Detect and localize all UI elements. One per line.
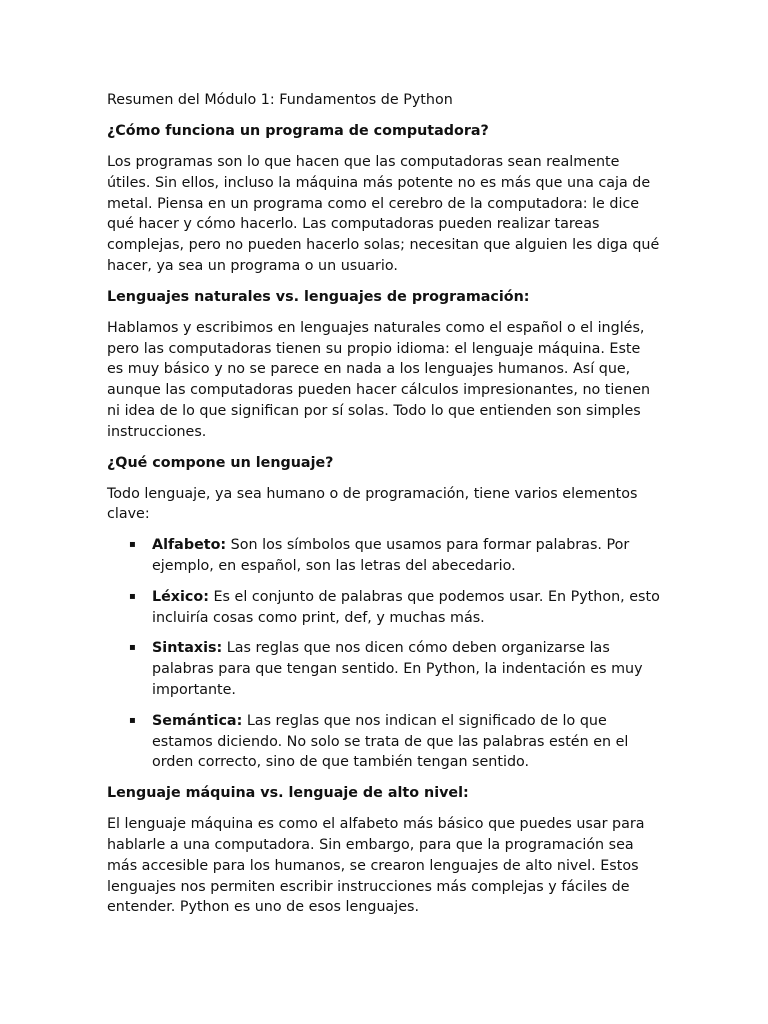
square-bullet-icon: ▪ <box>129 539 136 551</box>
section-paragraph: El lenguaje máquina es como el alfabeto más básico que puedes usar para hablarle a una computadora. Sin embargo, para que la programación sea más accesible para los humanos, se crearon lenguajes de alto nivel. Estos lenguajes nos permiten escribir instrucciones más complejas y fáciles de entender. Python es uno de esos lenguajes. <box>107 816 645 916</box>
list-item-semantica <box>129 711 660 773</box>
square-bullet-icon: ▪ <box>129 714 136 726</box>
section-how-programs-work <box>107 121 660 277</box>
list-item-term: Semántica: <box>152 712 243 729</box>
list-item-text: Es el conjunto de palabras que podemos usar. En Python, esto incluiría cosas como print, def, y muchas más. <box>152 588 660 626</box>
square-bullet-icon: ▪ <box>129 590 136 602</box>
section-paragraph: Todo lenguaje, ya sea humano o de programación, tiene varios elementos clave: <box>107 485 638 523</box>
list-item-text: Son los símbolos que usamos para formar palabras. Por ejemplo, en español, son las letras del abecedario. <box>152 537 630 574</box>
section-heading: Lenguajes naturales vs. lenguajes de programación: <box>107 288 530 305</box>
section-natural-vs-programming <box>107 287 660 443</box>
section-heading: Lenguaje máquina vs. lenguaje de alto nivel: <box>107 785 469 802</box>
list-item-lexico <box>129 587 660 629</box>
section-paragraph: Los programas son lo que hacen que las computadoras sean realmente útiles. Sin ellos, incluso la máquina más potente no es más que una caja de metal. Piensa en un programa como el cerebro de la computadora: le dice qué hacer y cómo hacerlo. Las computadoras pueden realizar tareas complejas, pero no pueden hacerlo solas; necesitan que alguien les diga qué hacer, ya sea un programa o un usuario. <box>107 154 660 274</box>
section-language-components <box>107 453 660 774</box>
components-list <box>107 535 660 773</box>
list-item-term: Léxico: <box>152 588 209 605</box>
list-item-sintaxis <box>129 638 660 700</box>
section-machine-vs-high-level <box>107 783 660 918</box>
list-item-alfabeto <box>129 535 660 577</box>
section-heading: ¿Qué compone un lenguaje? <box>107 454 334 471</box>
section-paragraph: Hablamos y escribimos en lenguajes naturales como el español o el inglés, pero las computadoras tienen su propio idioma: el lenguaje máquina. Este es muy básico y no se parece en nada a los lenguajes humanos. Así que, aunque las computadoras pueden hacer cálculos impresionantes, no tienen ni idea de lo que significan por sí solas. Todo lo que entienden son simples instrucciones. <box>107 319 651 440</box>
list-item-text: Las reglas que nos indican el significado de lo que estamos diciendo. No solo se trata de que las palabras estén en el orden correcto, sino de que también tengan sentido. <box>152 712 629 771</box>
section-heading: ¿Cómo funciona un programa de computadora? <box>107 123 489 139</box>
document-title: Resumen del Módulo 1: Fundamentos de Python <box>107 92 453 108</box>
square-bullet-icon: ▪ <box>129 642 136 654</box>
list-item-text: Las reglas que nos dicen cómo deben organizarse las palabras para que tengan sentido. En Python, la indentación es muy importante. <box>152 640 643 698</box>
list-item-term: Alfabeto: <box>152 537 227 554</box>
list-item-term: Sintaxis: <box>152 640 223 657</box>
